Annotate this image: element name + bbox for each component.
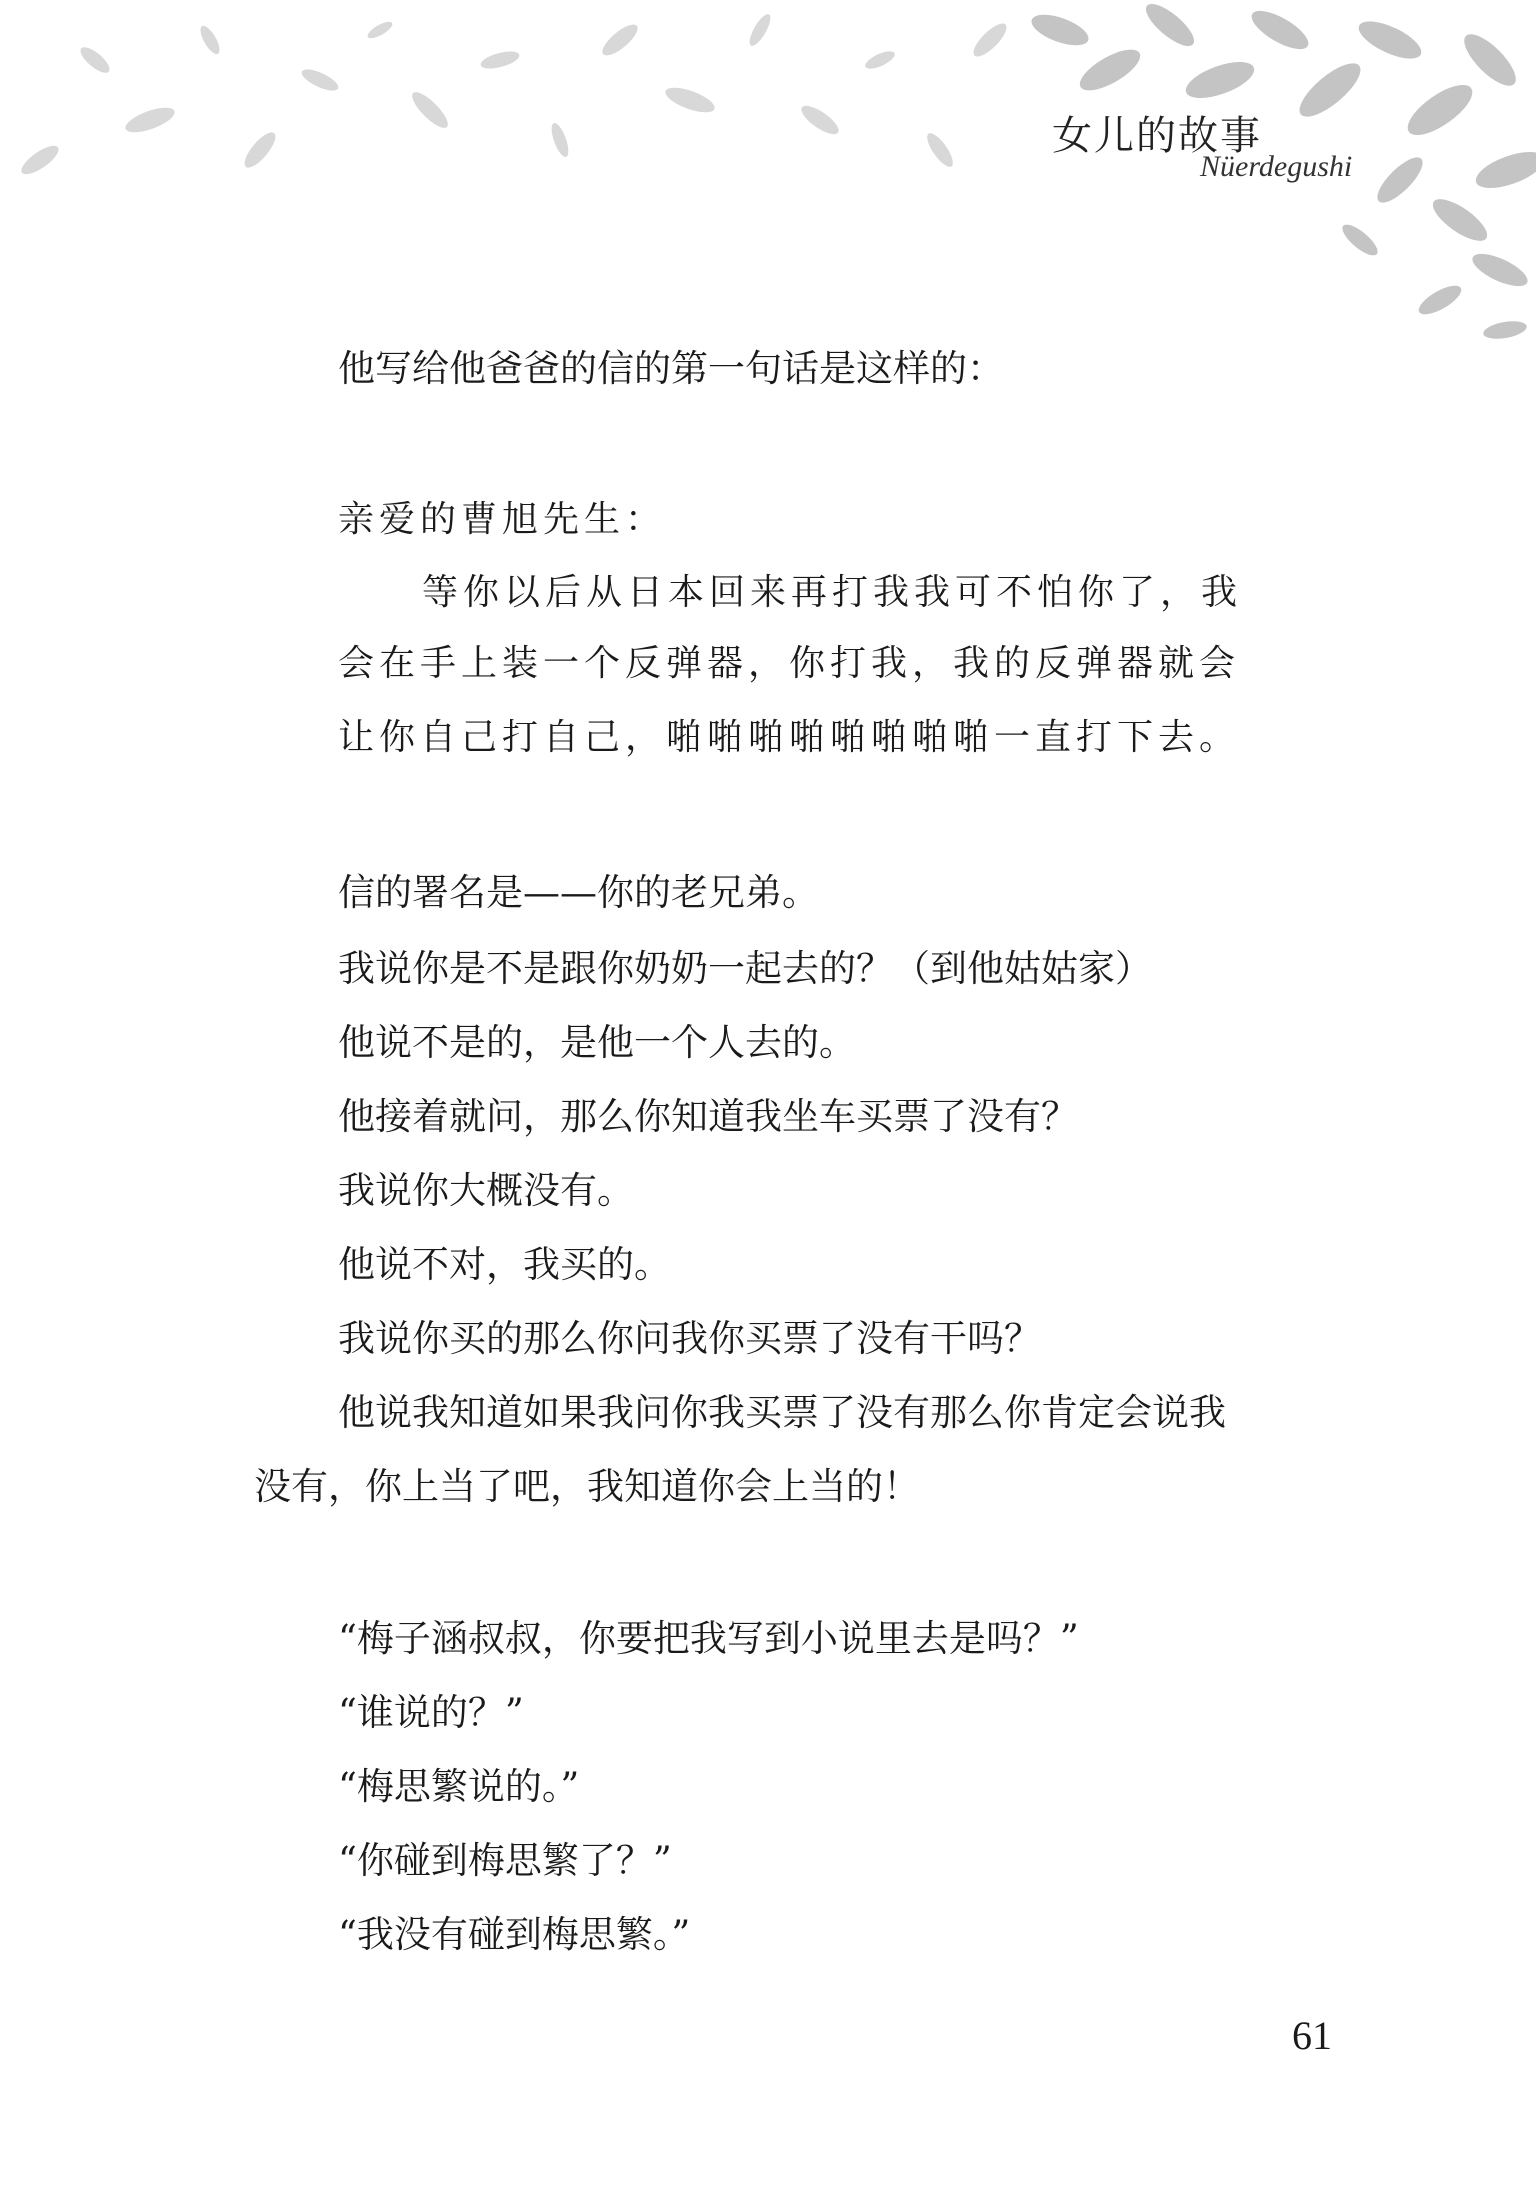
page-number: 61 <box>1292 2013 1332 2058</box>
text-line: 我说你大概没有。 <box>338 1169 634 1212</box>
letter-salutation: 亲爱的曹旭先生： <box>338 499 667 540</box>
text-line: 没有，你上当了吧，我知道你会上当的！ <box>254 1465 920 1508</box>
dialogue-line: “我没有碰到梅思繁。” <box>338 1913 691 1956</box>
letter-line: 等你以后从日本回来再打我我可不怕你了，我 <box>422 572 1243 613</box>
dialogue-line: “谁说的？” <box>338 1691 524 1734</box>
letter-line: 会在手上装一个反弹器，你打我，我的反弹器就会 <box>338 643 1241 684</box>
letter-line: 让你自己打自己，啪啪啪啪啪啪啪啪一直打下去。 <box>338 717 1241 758</box>
text-line: 他说我知道如果我问你我买票了没有那么你肯定会说我 <box>338 1391 1226 1434</box>
text-line: 我说你买的那么你问我你买票了没有干吗？ <box>338 1317 1041 1360</box>
text-line: 我说你是不是跟你奶奶一起去的？（到他姑姑家） <box>338 947 1152 990</box>
text-line: 他接着就问，那么你知道我坐车买票了没有？ <box>338 1095 1078 1138</box>
running-header-title: 女儿的故事 <box>1052 113 1262 159</box>
text-line: 他写给他爸爸的信的第一句话是这样的： <box>338 347 1004 390</box>
text-line: 信的署名是——你的老兄弟。 <box>338 871 819 914</box>
text-line: 他说不是的，是他一个人去的。 <box>338 1021 856 1064</box>
text-line: 他说不对，我买的。 <box>338 1243 671 1286</box>
running-header-pinyin: Nüerdegushi <box>1200 150 1353 183</box>
dialogue-line: “你碰到梅思繁了？” <box>338 1839 672 1882</box>
dialogue-line: “梅子涵叔叔，你要把我写到小说里去是吗？” <box>338 1617 1079 1660</box>
dialogue-line: “梅思繁说的。” <box>338 1765 580 1808</box>
